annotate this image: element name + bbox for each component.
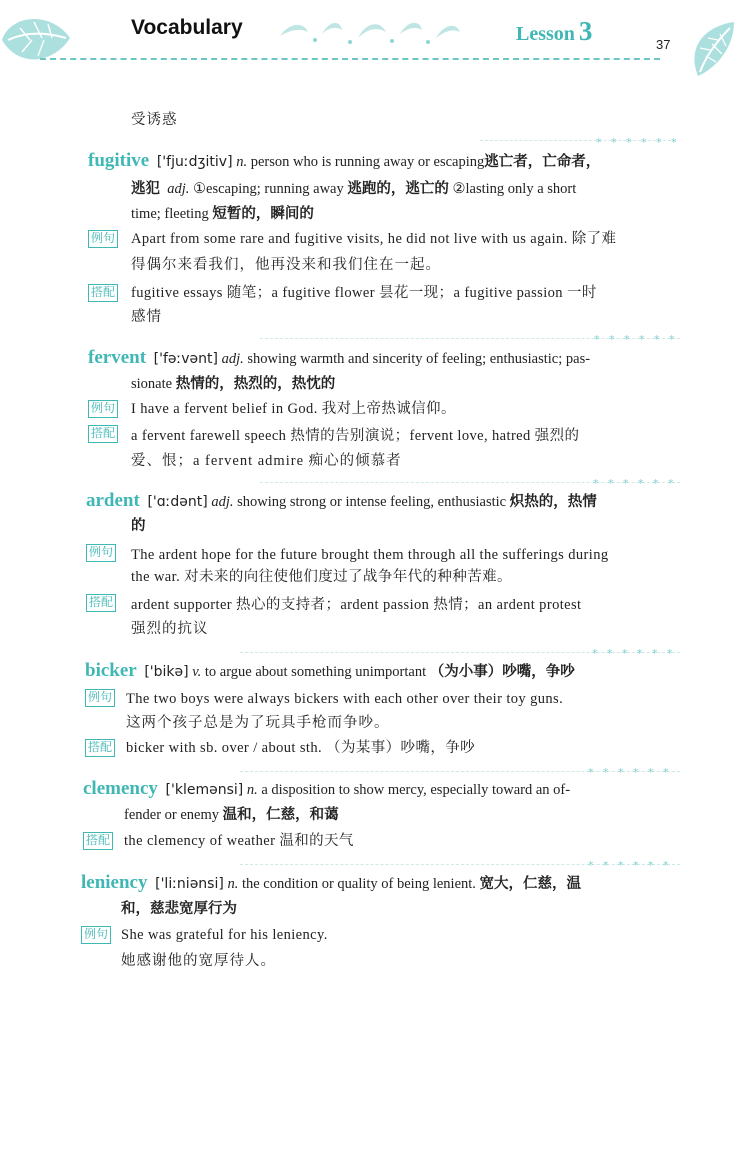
entry-headline [88,347,590,370]
header-divider [40,58,660,60]
collocation-text: a fervent farewell speech 热情的告别演说；fervent love, hatred 强烈的 [131,428,580,444]
example-tag: 例句 [86,544,116,562]
stars-decoration: * * * * * * [592,647,676,660]
definition-zh: 温和，仁慈，和蔼 [222,807,339,823]
definition-text: fender or enemy [124,807,220,823]
leaf-decoration-icon [0,10,72,72]
entry-headline [88,150,600,173]
stars-decoration: * * * * * * [596,136,680,149]
collocation-tag: 搭配 [88,425,118,443]
collocation-tag: 搭配 [83,832,113,850]
part-of-speech: n. [246,782,258,798]
example-translation: the war. 对未来的向往使他们度过了战争年代的种种苦难。 [131,569,512,585]
entry-headline [85,660,575,683]
example-tag: 例句 [85,689,115,707]
pronunciation: ['fəːvənt] [153,351,218,367]
stars-decoration: * * * * * * [588,859,672,872]
definition-text: to argue about something unimportant [204,664,427,680]
definition-text: the condition or quality of being lenient. [241,876,476,892]
entry-headline [83,778,570,801]
definition-zh: 逃跑的，逃亡的 [347,181,449,197]
definition-zh: 逃犯 [131,181,160,197]
definition-zh: 宽大，仁慈，温 [479,876,582,892]
collocation-tag: 搭配 [88,284,118,302]
definition-line [131,178,576,200]
pronunciation: ['bikə] [144,664,189,680]
header-title: Vocabulary [131,16,243,39]
sense-number: ② [452,181,466,197]
lesson-label-text: Lesson [516,23,575,45]
definition-text: lasting only a short [465,181,577,197]
definition-zh: 逃亡者，亡命者， [484,154,601,170]
stars-decoration: * * * * * * [593,477,677,490]
definition-text: sionate [131,376,173,392]
pronunciation: ['liːniənsi] [155,876,224,892]
example-sentence: She was grateful for his leniency. [121,927,328,943]
collocation-tag: 搭配 [85,739,115,757]
part-of-speech: n. [227,876,239,892]
collocation-text: ardent supporter 热心的支持者；ardent passion 热情；an ardent protest [131,597,582,613]
definition-text: a disposition to show mercy, especially toward an of- [261,782,571,798]
example-translation: 这两个孩子总是为了玩具手枪而争吵。 [126,715,390,731]
lesson-label [516,16,592,47]
part-of-speech: adj. [221,351,244,367]
definition-zh: （为小事）吵嘴，争吵 [429,664,575,680]
headword: leniency [81,872,148,893]
collocation-text: bicker with sb. over / about sth. （为某事）吵嘴，争吵 [126,740,476,756]
collocation-tag: 搭配 [86,594,116,612]
stars-decoration: * * * * * * [588,766,672,779]
pronunciation: ['ɑːdənt] [147,494,208,510]
collocation-text: 感情 [131,309,162,325]
headword: bicker [85,660,137,681]
example-translation: 她感谢他的宽厚待人。 [121,953,276,969]
headword: fugitive [88,150,150,171]
headword: fervent [88,347,147,368]
page-header [0,0,736,90]
definition-line [131,203,314,225]
stars-decoration: * * * * * * [594,333,678,346]
leaf-decoration-icon [676,18,736,80]
definition-text: person who is running away or escaping [250,154,485,170]
definition-text: escaping; running away [206,181,344,197]
sense-number: ① [193,181,207,197]
collocation-text: 爱、恨；a fervent admire 痴心的倾慕者 [131,453,402,469]
definition-zh: 热情的，热烈的，热忱的 [175,376,336,392]
example-tag: 例句 [88,230,118,248]
example-tag: 例句 [88,400,118,418]
part-of-speech: n. [236,154,248,170]
definition-zh: 炽热的，热情 [509,494,597,510]
definition-line [131,373,335,395]
example-tag: 例句 [81,926,111,944]
headword: clemency [83,778,158,799]
entry-headline [81,872,581,895]
top-fragment: 受诱惑 [131,112,178,128]
definition-zh: 和，慈悲宽厚行为 [121,901,237,917]
example-translation: 得偶尔来看我们，他再没来和我们住在一起。 [131,257,441,273]
definition-line [124,804,339,826]
collocation-text: fugitive essays 随笔；a fugitive flower 昙花一现；a fugitive passion 一时 [131,285,597,301]
definition-zh: 的 [131,518,146,534]
example-sentence: I have a fervent belief in God. 我对上帝热诚信仰。 [131,401,456,417]
collocation-text: 强烈的抗议 [131,621,209,637]
collocation-text: the clemency of weather 温和的天气 [124,833,354,849]
part-of-speech: adj. [167,181,190,197]
pronunciation: ['klemənsi] [165,782,244,798]
part-of-speech: adj. [211,494,234,510]
example-sentence: The ardent hope for the future brought them through all the sufferings during [131,547,609,563]
page-number: 37 [656,37,671,52]
definition-text: showing strong or intense feeling, enthusiastic [237,494,507,510]
part-of-speech: v. [192,664,202,680]
entry-headline [86,490,597,513]
example-sentence: Apart from some rare and fugitive visits, he did not live with us again. 除了难 [131,231,617,247]
lesson-number: 3 [578,16,593,46]
pronunciation: ['fjuːdʒitiv] [156,154,233,170]
definition-text: showing warmth and sincerity of feeling; enthusiastic; pas- [247,351,591,367]
example-sentence: The two boys were always bickers with each other over their toy guns. [126,691,564,707]
wave-decoration-icon [270,14,470,48]
headword: ardent [86,490,140,511]
definition-zh: 短暂的，瞬间的 [212,206,314,222]
definition-text: time; fleeting [131,206,209,222]
